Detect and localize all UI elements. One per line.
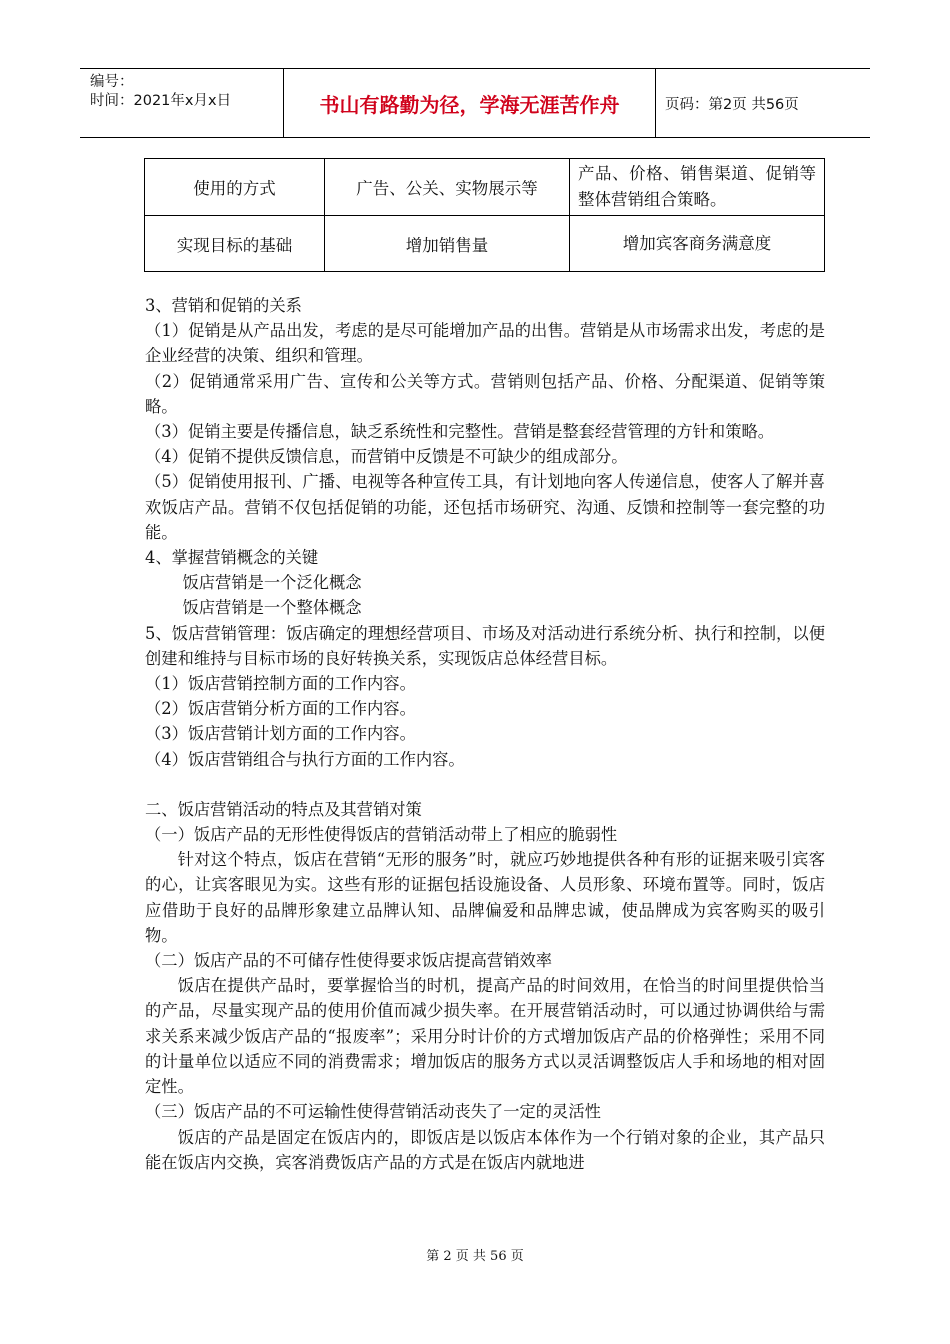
- paragraph: 饭店的产品是固定在饭店内的，即饭店是以饭店本体作为一个行销对象的企业，其产品只能在饭店内交换，宾客消费饭店产品的方式是在饭店内就地进: [145, 1127, 825, 1172]
- table-cell: 广告、公关、实物展示等: [325, 159, 570, 216]
- paragraph: （1）促销是从产品出发，考虑的是尽可能增加产品的出售。营销是从市场需求出发，考虑的是企业经营的决策、组织和管理。: [145, 321, 825, 366]
- paragraph: （4）饭店营销组合与执行方面的工作内容。: [145, 749, 465, 769]
- header-page-label: 页码：第2页 共56页: [665, 97, 799, 113]
- table-cell: 增加宾客商务满意度: [570, 216, 825, 272]
- table-row: [145, 159, 825, 216]
- section-heading: 3、营销和促销的关系: [145, 296, 302, 315]
- table-cell: 产品、价格、销售渠道、促销等整体营销组合策略。: [570, 159, 825, 216]
- paragraph: 饭店营销是一个泛化概念: [182, 573, 362, 593]
- section-heading: 5、饭店营销管理：饭店确定的理想经营项目、市场及对活动进行系统分析、执行和控制，以便创建和维持与目标市场的良好转换关系，实现饭店总体经营目标。: [145, 623, 825, 668]
- paragraph: （3）饭店营销计划方面的工作内容。: [145, 724, 416, 744]
- paragraph: （3）促销主要是传播信息，缺乏系统性和完整性。营销是整套经营管理的方针和策略。: [145, 422, 775, 442]
- subsection-heading: （二）饭店产品的不可储存性使得要求饭店提高营销效率: [145, 951, 553, 971]
- paragraph: （4）促销不提供反馈信息，而营销中反馈是不可缺少的组成部分。: [145, 447, 628, 467]
- table-cell: 使用的方式: [145, 159, 325, 216]
- header-meta: [90, 73, 231, 111]
- doc-number-label: 编号：: [90, 74, 134, 90]
- header-motto: 书山有路勤为径，学海无涯苦作舟: [283, 69, 656, 137]
- section-heading: 二、饭店营销活动的特点及其营销对策: [145, 799, 422, 819]
- comparison-table: [144, 158, 825, 272]
- table-row: [145, 216, 825, 272]
- table-cell: 增加销售量: [325, 216, 570, 272]
- paragraph: 针对这个特点，饭店在营销“无形的服务”时，就应巧妙地提供各种有形的证据来吸引宾客的心，让宾客眼见为实。这些有形的证据包括设施设备、人员形象、环境布置等。同时，饭店应借助于良好的品牌形象建立品牌认知、品牌偏爱和品牌忠诚，使品牌成为宾客购买的吸引物。: [145, 850, 825, 945]
- paragraph: （5）促销使用报刊、广播、电视等各种宣传工具，有计划地向客人传递信息，使客人了解并喜欢饭店产品。营销不仅包括促销的功能，还包括市场研究、沟通、反馈和控制等一套完整的功能。: [145, 472, 825, 542]
- doc-time-label: 时间：2021年x月x日: [90, 93, 232, 109]
- paragraph: （2）促销通常采用广告、宣传和公关等方式。营销则包括产品、价格、分配渠道、促销等策略。: [145, 371, 825, 416]
- paragraph: 饭店在提供产品时，要掌握恰当的时机，提高产品的时间效用，在恰当的时间里提供恰当的产品，尽量实现产品的使用价值而减少损失率。在开展营销活动时，可以通过协调供给与需求关系来减少饭店产品的“报废率”；采用分时计价的方式增加饭店产品的价格弹性；采用不同的计量单位以适应不同的消费需求；增加饭店的服务方式以灵活调整饭店人手和场地的相对固定性。: [145, 976, 825, 1097]
- paragraph: （2）饭店营销分析方面的工作内容。: [145, 699, 416, 719]
- paragraph: （1）饭店营销控制方面的工作内容。: [145, 674, 416, 694]
- subsection-heading: （一）饭店产品的无形性使得饭店的营销活动带上了相应的脆弱性: [145, 825, 618, 845]
- paragraph: 饭店营销是一个整体概念: [182, 598, 362, 618]
- page-header: [80, 68, 870, 138]
- document-body: [145, 293, 825, 1175]
- section-heading: 4、掌握营销概念的关键: [145, 548, 319, 568]
- subsection-heading: （三）饭店产品的不可运输性使得营销活动丧失了一定的灵活性: [145, 1102, 601, 1122]
- table-cell: 实现目标的基础: [145, 216, 325, 272]
- page-footer: 第 2 页 共 56 页: [426, 1249, 524, 1264]
